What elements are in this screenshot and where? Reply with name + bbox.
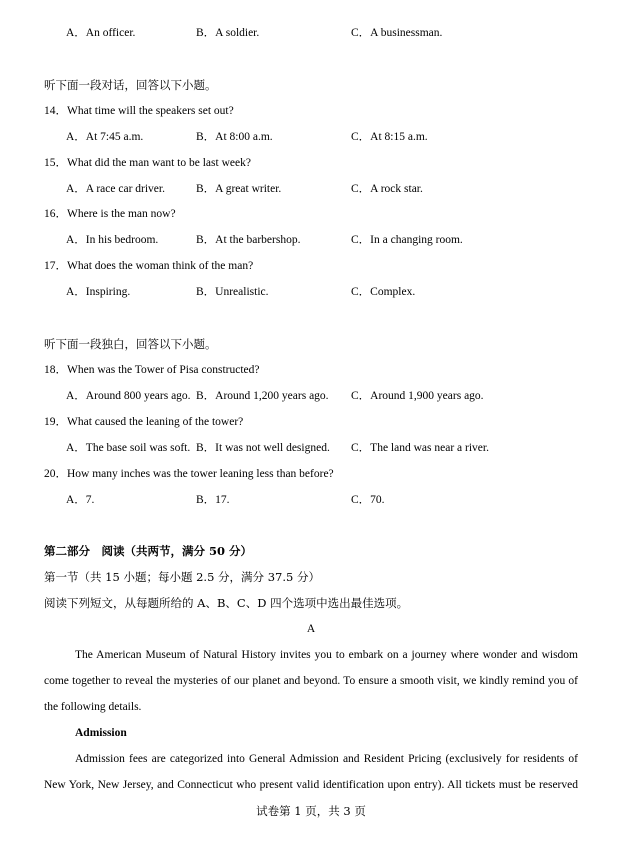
admission-line-1 xyxy=(44,747,578,773)
monologue-instruction: 听下面一段独白，回答以下小题。 xyxy=(44,337,217,352)
option-b: B．17. xyxy=(196,493,230,506)
options-row-carried-over xyxy=(44,21,578,47)
option-b: B．A great writer. xyxy=(196,182,282,195)
option-a: A．In his bedroom. xyxy=(66,234,159,247)
question-stem-20: 20．How many inches was the tower leaning less than before? xyxy=(44,467,334,480)
options-row-17 xyxy=(44,280,578,306)
passage-intro-line-3: the following details. xyxy=(44,700,142,713)
passage-text-line: Admission fees are categorized into General Admission and Resident Pricing (exclusively for residents of xyxy=(75,752,578,765)
option-b: B．At the barbershop. xyxy=(196,234,301,247)
options-row-19 xyxy=(44,436,578,462)
page-content xyxy=(44,21,578,825)
option-c: C．A rock star. xyxy=(351,182,423,195)
option-a: A．7. xyxy=(66,493,95,506)
option-a: A．At 7:45 a.m. xyxy=(66,130,144,143)
option-c: C．A businessman. xyxy=(351,27,443,39)
admission-line-2 xyxy=(44,773,578,799)
passage-text-line: The American Museum of Natural History invites you to embark on a journey where wonder and wisdom xyxy=(75,649,578,662)
option-c: C．Complex. xyxy=(351,286,416,299)
passage-text-line: come together to reveal the mysteries of our planet and beyond. To ensure a smooth visit, we kindly remind you of xyxy=(44,675,578,688)
blank-line xyxy=(44,306,578,332)
option-a: A．Inspiring. xyxy=(66,286,131,299)
passage-intro-line-1 xyxy=(44,643,578,669)
option-c: C．In a changing room. xyxy=(351,234,463,247)
dialogue-instruction: 听下面一段对话，回答以下小题。 xyxy=(44,77,217,92)
option-b: B．Around 1,200 years ago. xyxy=(196,389,329,402)
option-c: C．The land was near a river. xyxy=(351,441,489,454)
question-stem-19: 19．What caused the leaning of the tower? xyxy=(44,415,244,428)
options-row-18 xyxy=(44,384,578,410)
page-footer: 试卷第 1 页，共 3 页 xyxy=(256,803,366,818)
options-row-15 xyxy=(44,177,578,203)
reading-instruction: 阅读下列短文，从每题所给的 A、B、C、D 四个选项中选出最佳选项。 xyxy=(44,596,409,611)
blank-line xyxy=(44,47,578,73)
passage-text-line: New York, New Jersey, and Connecticut who present valid identification upon entry). All tickets must be reserved xyxy=(44,778,578,791)
passage-label: A xyxy=(306,623,316,636)
part-title: 第二部分 阅读（共两节，满分 50 分） xyxy=(44,544,253,559)
question-stem-15: 15．What did the man want to be last week? xyxy=(44,156,251,169)
section-title: 第一节（共 15 小题；每小题 2.5 分，满分 37.5 分） xyxy=(44,570,320,585)
options-row-16 xyxy=(44,228,578,254)
option-b: B．A soldier. xyxy=(196,27,260,39)
options-row-20 xyxy=(44,488,578,514)
option-a: A．A race car driver. xyxy=(66,182,165,195)
question-stem-14: 14．What time will the speakers set out? xyxy=(44,104,234,117)
option-b: B．Unrealistic. xyxy=(196,286,269,299)
option-c: C．70. xyxy=(351,493,385,506)
blank-line xyxy=(44,514,578,540)
option-b: B．It was not well designed. xyxy=(196,441,330,454)
option-a: A．The base soil was soft. xyxy=(66,441,191,454)
passage-intro-line-2 xyxy=(44,669,578,695)
option-a: A．An officer. xyxy=(66,27,136,39)
option-c: C．At 8:15 a.m. xyxy=(351,130,428,143)
question-stem-17: 17．What does the woman think of the man? xyxy=(44,260,254,273)
admission-heading xyxy=(44,721,578,747)
question-stem-16: 16．Where is the man now? xyxy=(44,208,176,221)
option-b: B．At 8:00 a.m. xyxy=(196,130,273,143)
option-a: A．Around 800 years ago. xyxy=(66,389,191,402)
option-c: C．Around 1,900 years ago. xyxy=(351,389,484,402)
admission-heading-text: Admission xyxy=(75,726,127,739)
options-row-14 xyxy=(44,125,578,151)
question-stem-18: 18．When was the Tower of Pisa constructed? xyxy=(44,363,260,376)
